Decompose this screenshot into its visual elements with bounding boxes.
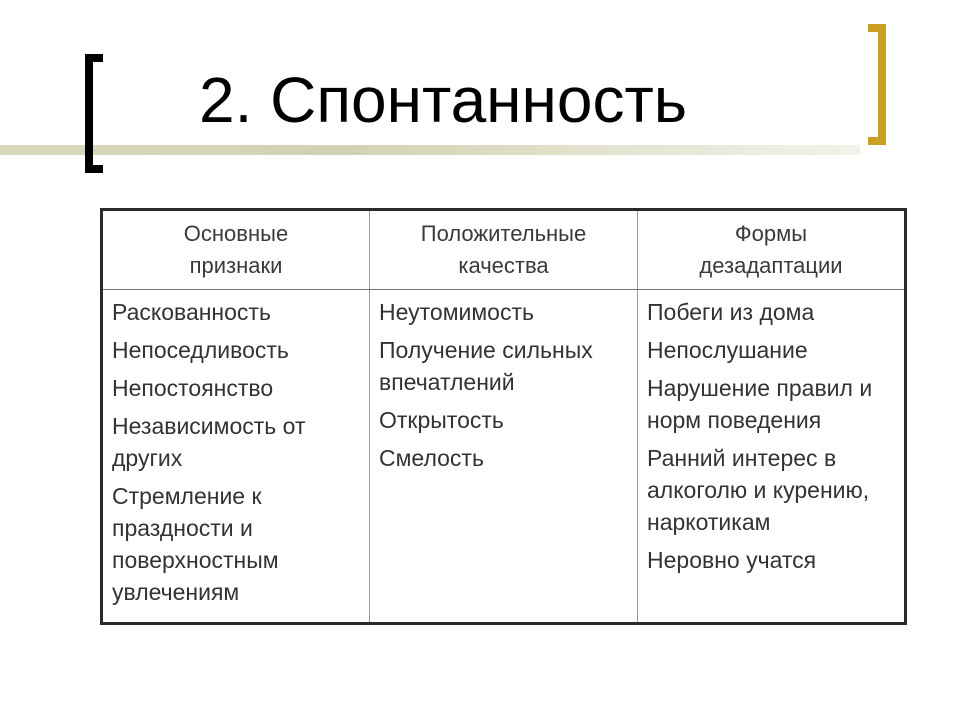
header-maladaptation-forms	[638, 210, 906, 290]
list-item: Непостоянство	[112, 375, 274, 401]
list-item: Получение сильных впечатлений	[379, 337, 593, 395]
list-item: Ранний интерес в алкоголю и курению, наркотикам	[647, 445, 870, 535]
traits-table	[100, 208, 907, 625]
title-rule	[0, 145, 860, 155]
cell-main-traits	[102, 290, 370, 624]
header-line: Положительные	[420, 221, 587, 246]
header-line: качества	[458, 253, 549, 278]
list-item: Раскованность	[112, 299, 271, 325]
table-header-row	[102, 210, 906, 290]
cell-positive-qualities	[370, 290, 638, 624]
list-item: Неровно учатся	[647, 547, 817, 573]
header-line: Формы	[734, 221, 808, 246]
header-main-traits	[102, 210, 370, 290]
list-item: Независимость от других	[112, 413, 306, 471]
list-item: Непоседливость	[112, 337, 289, 363]
list-item: Побеги из дома	[647, 299, 815, 325]
list-item: Непослушание	[647, 337, 808, 363]
slide-title: 2. Спонтанность	[199, 64, 688, 136]
header-line: дезадаптации	[699, 253, 843, 278]
list-item: Открытость	[379, 407, 504, 433]
cell-maladaptation-forms	[638, 290, 906, 624]
header-positive-qualities	[370, 210, 638, 290]
header-line: признаки	[189, 253, 283, 278]
table-row	[102, 290, 906, 624]
left-bracket-decoration	[85, 54, 103, 173]
list-item: Стремление к праздности и поверхностным увлечениям	[112, 483, 279, 605]
header-line: Основные	[183, 221, 289, 246]
list-item: Неутомимость	[379, 299, 534, 325]
right-bracket-decoration	[868, 24, 886, 145]
list-item: Нарушение правил и норм поведения	[647, 375, 873, 433]
list-item: Смелость	[379, 445, 484, 471]
